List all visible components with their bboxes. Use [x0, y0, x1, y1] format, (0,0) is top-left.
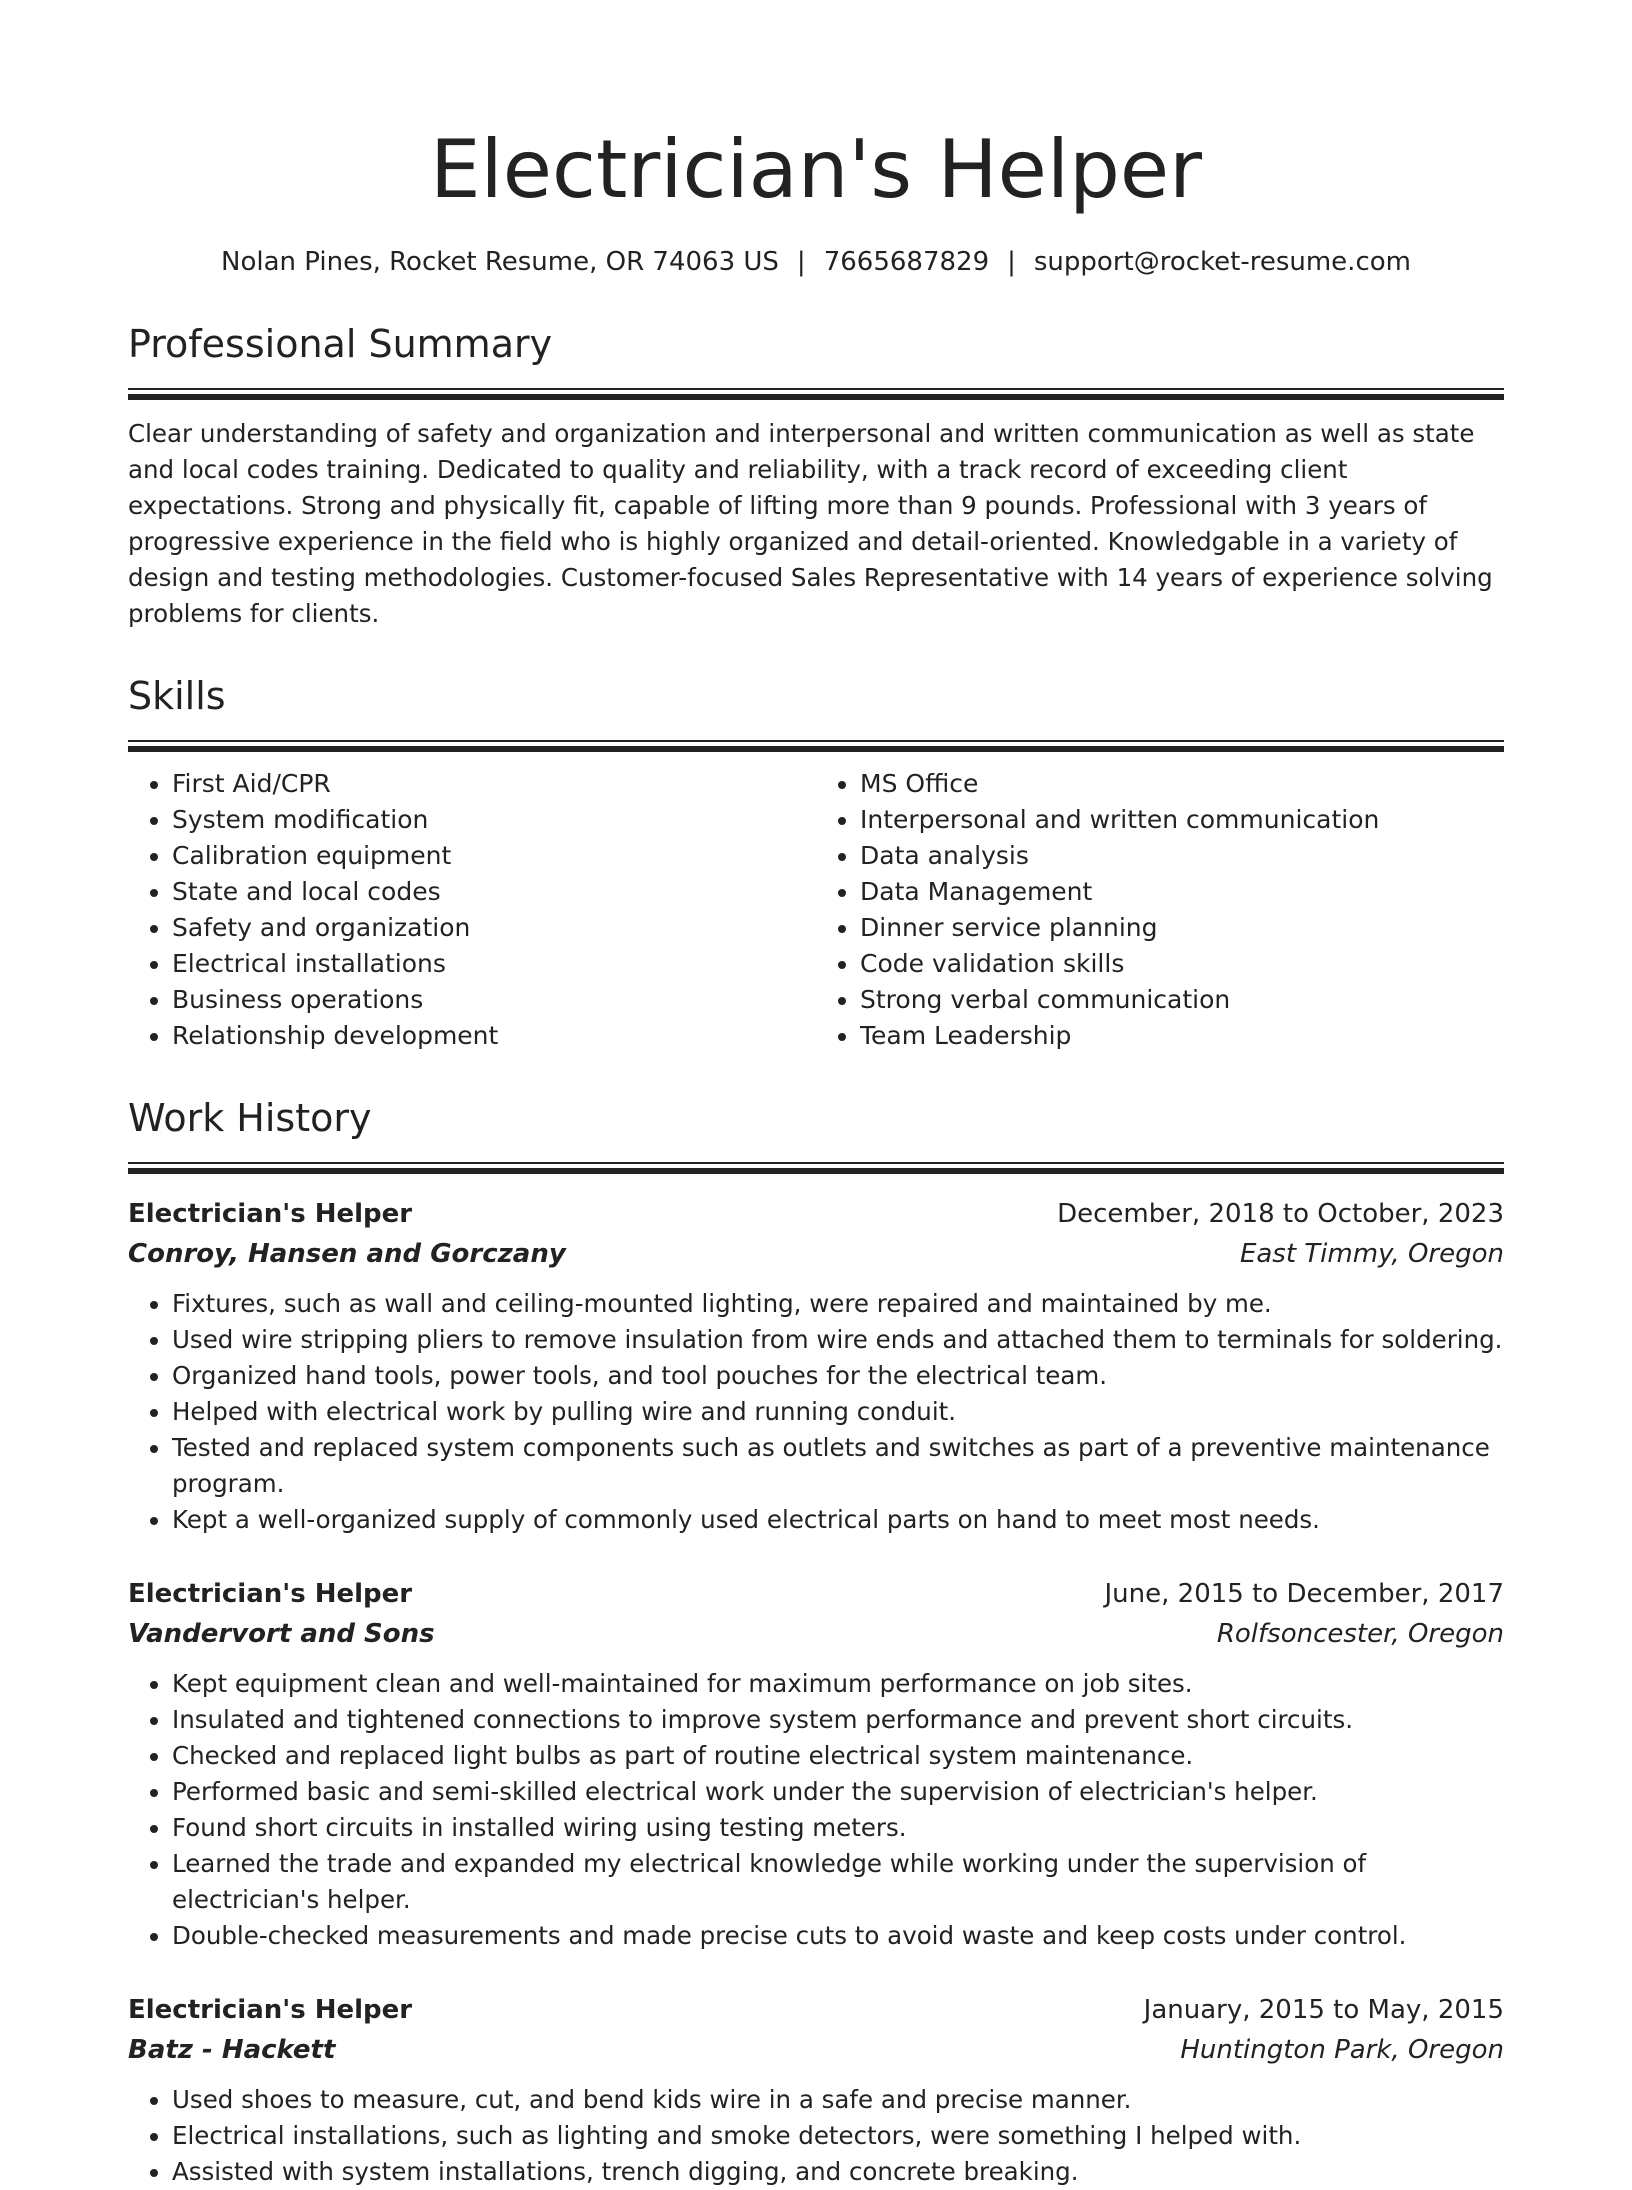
- skill-item: • Team Leadership: [860, 1018, 1504, 1054]
- divider: [128, 394, 1504, 400]
- job-bullet: • Tested and replaced system components such as outlets and switches as part of a preventive maintenance program.: [172, 1430, 1504, 1502]
- job-bullets: [128, 1286, 1504, 1538]
- skill-item: • MS Office: [860, 766, 1504, 802]
- skills-list-right: [816, 766, 1504, 1054]
- contact-separator: |: [796, 247, 806, 277]
- skill-item: • Relationship development: [172, 1018, 816, 1054]
- job-title: Electrician's Helper: [128, 1199, 413, 1229]
- job-bullet: • Assisted with system installations, trench digging, and concrete breaking.: [172, 2154, 1504, 2190]
- job-title: Electrician's Helper: [128, 1995, 413, 2025]
- job-company: Batz - Hackett: [128, 2035, 336, 2065]
- section-heading: Professional Summary: [128, 322, 553, 366]
- skill-item: • System modification: [172, 802, 816, 838]
- job-company: Conroy, Hansen and Gorczany: [128, 1239, 566, 1269]
- job-bullet: • Performed basic and semi-skilled electrical work under the supervision of electrician's helper.: [172, 1774, 1504, 1810]
- skills-section: [128, 672, 1504, 1054]
- skill-item: • State and local codes: [172, 874, 816, 910]
- skills-list-left: [128, 766, 816, 1054]
- contact-email: support@rocket-resume.com: [1033, 247, 1411, 277]
- job-entry: [128, 1194, 1504, 1538]
- skills-columns: [128, 766, 1504, 1054]
- skill-item: • Business operations: [172, 982, 816, 1018]
- job-bullet: • Insulated and tightened connections to improve system performance and prevent short circuits.: [172, 1702, 1504, 1738]
- job-location: Rolfsoncester, Oregon: [1216, 1619, 1504, 1649]
- job-bullet: • Checked and replaced light bulbs as part of routine electrical system maintenance.: [172, 1738, 1504, 1774]
- skill-item: • Safety and organization: [172, 910, 816, 946]
- skill-item: • Data Management: [860, 874, 1504, 910]
- professional-summary-section: [128, 320, 1504, 632]
- job-bullet: • Kept equipment clean and well-maintained for maximum performance on job sites.: [172, 1666, 1504, 1702]
- job-bullets: [128, 1666, 1504, 1954]
- job-bullet: • Used wire stripping pliers to remove insulation from wire ends and attached them to terminals for soldering.: [172, 1322, 1504, 1358]
- divider: [128, 746, 1504, 752]
- job-bullets: [128, 2082, 1504, 2190]
- job-bullet: • Organized hand tools, power tools, and tool pouches for the electrical team.: [172, 1358, 1504, 1394]
- contact-line: [128, 244, 1504, 280]
- divider: [128, 1168, 1504, 1174]
- section-heading: Work History: [128, 1096, 372, 1140]
- contact-address: Nolan Pines, Rocket Resume, OR 74063 US: [221, 247, 779, 277]
- skill-item: • Code validation skills: [860, 946, 1504, 982]
- job-entry: [128, 1990, 1504, 2190]
- summary-text: Clear understanding of safety and organization and interpersonal and written communication as well as state and local codes training. Dedicated to quality and reliability, with a track record of exceeding client expectations. Strong and physically fit, capable of lifting more than 9 pounds. Professional with 3 years of progressive experience in the field who is highly organized and detail-oriented. Knowledgable in a variety of design and testing methodologies. Customer-focused Sales Representative with 14 years of experience solving problems for clients.: [128, 419, 1493, 628]
- job-bullet: • Electrical installations, such as lighting and smoke detectors, were something I helped with.: [172, 2118, 1504, 2154]
- job-bullet: • Helped with electrical work by pulling wire and running conduit.: [172, 1394, 1504, 1430]
- job-location: East Timmy, Oregon: [1239, 1239, 1504, 1269]
- resume-title: Electrician's Helper: [430, 123, 1202, 216]
- job-dates: January, 2015 to May, 2015: [1143, 1995, 1504, 2025]
- job-bullet: • Double-checked measurements and made precise cuts to avoid waste and keep costs under control.: [172, 1918, 1504, 1954]
- job-dates: June, 2015 to December, 2017: [1104, 1579, 1504, 1609]
- skill-item: • Strong verbal communication: [860, 982, 1504, 1018]
- job-title: Electrician's Helper: [128, 1579, 413, 1609]
- job-location: Huntington Park, Oregon: [1180, 2035, 1504, 2065]
- job-bullet: • Fixtures, such as wall and ceiling-mounted lighting, were repaired and maintained by me.: [172, 1286, 1504, 1322]
- skill-item: • Electrical installations: [172, 946, 816, 982]
- job-entry: [128, 1574, 1504, 1954]
- contact-separator: |: [1007, 247, 1016, 277]
- section-heading: Skills: [128, 674, 226, 718]
- skill-item: • First Aid/CPR: [172, 766, 816, 802]
- job-dates: December, 2018 to October, 2023: [1057, 1199, 1504, 1229]
- skill-item: • Interpersonal and written communication: [860, 802, 1504, 838]
- divider: [128, 1162, 1504, 1164]
- divider: [128, 388, 1504, 390]
- skill-item: • Calibration equipment: [172, 838, 816, 874]
- job-bullet: • Used shoes to measure, cut, and bend kids wire in a safe and precise manner.: [172, 2082, 1504, 2118]
- job-company: Vandervort and Sons: [128, 1619, 435, 1649]
- skill-item: • Data analysis: [860, 838, 1504, 874]
- divider: [128, 740, 1504, 742]
- skill-item: • Dinner service planning: [860, 910, 1504, 946]
- contact-phone: 7665687829: [823, 247, 990, 277]
- job-bullet: • Found short circuits in installed wiring using testing meters.: [172, 1810, 1504, 1846]
- job-bullet: • Kept a well-organized supply of commonly used electrical parts on hand to meet most needs.: [172, 1502, 1504, 1538]
- job-bullet: • Learned the trade and expanded my electrical knowledge while working under the supervision of electrician's helper.: [172, 1846, 1504, 1918]
- work-history-section: [128, 1094, 1504, 2190]
